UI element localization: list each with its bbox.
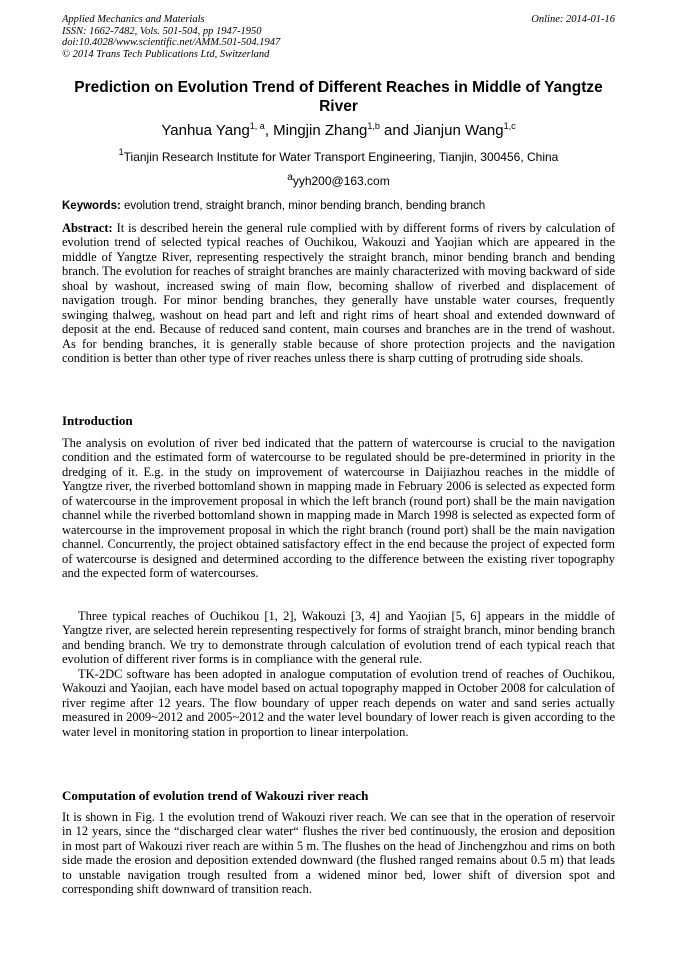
affiliation xyxy=(62,147,615,164)
keywords-text: evolution trend, straight branch, minor bending branch, bending branch xyxy=(120,200,486,212)
issn-line: ISSN: 1662-7482, Vols. 501-504, pp 1947-1950 xyxy=(62,25,262,37)
author-affiliation-mark: 1,c xyxy=(503,121,516,131)
computation-paragraph-1: It is shown in Fig. 1 the evolution trend of Wakouzi river reach. We can see that in the operation of reservoir in 12 years, since the “discharged clear water“ flushes the river bed continuously, the erosion and deposition in most part of Wakouzi river reach are within 5 m. The flushes on the head of Jinchengzhou and rims on both side made the erosion and deposition extended downward (the flushed ranged remains about 0.5 m) that leads to unstable navigation trough resulted from a widened minor bed, lower shift of diversion spot and corresponding shift downward of transition reach. xyxy=(62,810,615,897)
keywords-label: Keywords: xyxy=(62,200,121,212)
author-separator: and xyxy=(379,122,414,139)
contact-email xyxy=(62,171,615,188)
introduction-heading: Introduction xyxy=(62,413,133,428)
author-name: Mingjin Zhang xyxy=(273,122,368,139)
author-list xyxy=(62,122,615,140)
keywords xyxy=(62,199,615,213)
online-date: Online: 2014-01-16 xyxy=(531,14,615,25)
author-name: Jianjun Wang xyxy=(413,122,504,139)
email-address: yyh200@163.com xyxy=(292,174,390,188)
introduction-paragraph-3: TK-2DC software has been adopted in analogue computation of evolution trend of reaches of Ouchikou, Wakouzi and Yaojian, each have model based on actual topography mapped in October 2008 for calculation of river regime after 12 years. The flow boundary of upper reach depends on water and sand series actually measured in 2009~2012 and 2005~2012 and the water level boundary of lower reach is given according to the water level in monitoring station in proportion to linear interpolation. xyxy=(62,667,615,739)
computation-heading: Computation of evolution trend of Wakouzi river reach xyxy=(62,788,369,803)
introduction-paragraph-2: Three typical reaches of Ouchikou [1, 2], Wakouzi [3, 4] and Yaojian [5, 6] appears in the middle of Yangtze river, are selected herein representing respectively for forms of straight branch, minor bending branch and bending branch. We try to demonstrate through calculation of evolution trend of each typical reach that evolution of different river forms is in compliance with the general rule. xyxy=(62,609,615,667)
author-affiliation-mark: 1,b xyxy=(367,121,380,131)
abstract-label: Abstract: xyxy=(62,221,113,235)
doi-line: doi:10.4028/www.scientific.net/AMM.501-504.1947 xyxy=(62,37,281,48)
affiliation-mark: 1 xyxy=(118,147,124,157)
email-mark: a xyxy=(287,172,293,183)
abstract xyxy=(62,221,615,366)
journal-name: Applied Mechanics and Materials xyxy=(62,14,205,25)
author-name: Yanhua Yang xyxy=(161,122,250,139)
copyright-line: © 2014 Trans Tech Publications Ltd, Switzerland xyxy=(62,48,270,60)
abstract-text: It is described herein the general rule complied with by different forms of rivers by calculation of evolution trend of selected typical reaches of Ouchikou, Wakouzi and Yaojian which are appeared in the middle of Yangtze River, representing respectively the straight branch, minor bending branch and bending branch. The evolution for reaches of straight branches are mainly characterized with moving backward of side shoal by washout, increased swing of main flow, becoming shallow of riverbed and displacement of navigation trough. For minor bending branches, they generally have unstable water courses, frequently swinging thalweg, washout on head part and left and right rims of heart shoal and extended downward of deposit at the end. Because of reduced sand content, main courses and branches are in the trend of washout. As for bending branches, it is generally stable because of shore protection projects and the navigation condition is better than other type of river reaches unless there is sharp cutting of protruding side shoals. xyxy=(62,221,615,366)
introduction-paragraph-1: The analysis on evolution of river bed indicated that the pattern of watercourse is crucial to the navigation condition and the estimated form of watercourse to be regulated should be pre-determined in priority in the dredging of it. E.g. in the study on improvement of watercourse in Daijiazhou reaches in the middle of Yangtze river, the riverbed bottomland shown in mapping made in February 2006 is selected as expected form of watercourse in the improvement proposal in which the left branch (round port) shall be the main navigation channel while the riverbed bottomland shown in mapping made in March 1998 is selected as expected form of watercourse in the improvement proposal in which the right branch (round port) shall be the main navigation channel. Concurrently, the project obtained satisfactory effect in the end because the project of expected form of watercourse is designed and determined according to the difference between the existing river topography and the expected form of watercourses. xyxy=(62,436,615,581)
journal-header xyxy=(62,14,482,60)
author-affiliation-mark: 1, a xyxy=(249,121,265,131)
affiliation-text: Tianjin Research Institute for Water Transport Engineering, Tianjin, 300456, China xyxy=(123,150,559,164)
paper-title: Prediction on Evolution Trend of Different Reaches in Middle of Yangtze River xyxy=(74,79,603,115)
author-separator: , xyxy=(264,122,274,139)
